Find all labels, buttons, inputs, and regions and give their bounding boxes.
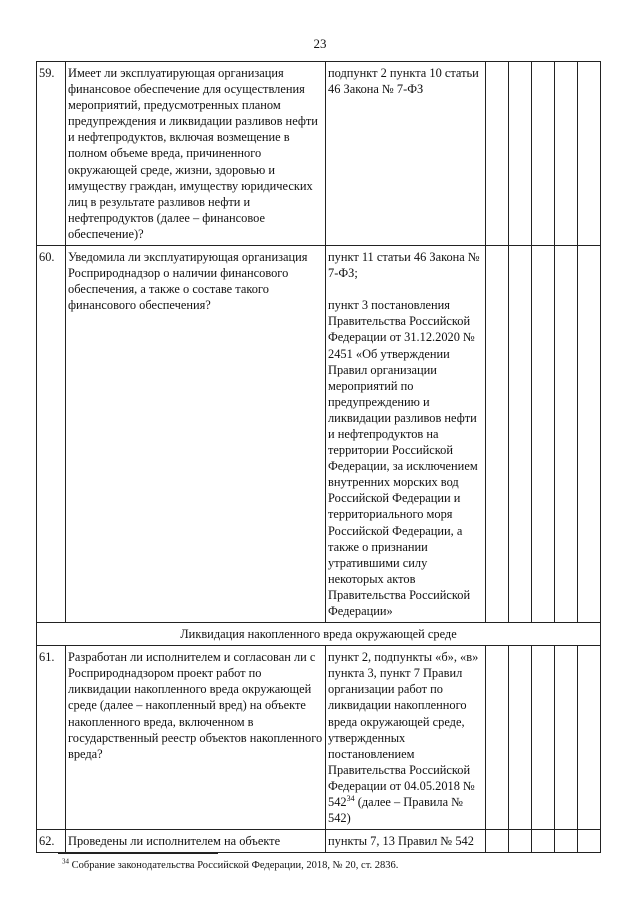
footnote-divider — [58, 853, 218, 854]
legal-reference-part: пункт 3 постановления Правительства Российской Федерации от 31.12.2020 № 2451 «Об утверждении Правил организации мероприятий по предупреждению и ликвидации разливов нефти и нефтепродуктов на территории Российской Федерации, за исключением внутренних морских вод Российской Федерации и территориального моря Российской Федерации, а также о признании утратившими силу некоторых актов Правительства Российской Федерации» — [328, 298, 478, 618]
answer-cell — [555, 646, 578, 830]
answer-cell — [532, 246, 555, 623]
checklist-table — [36, 61, 601, 853]
table-row — [37, 646, 601, 830]
footnote-marker: 34 — [62, 857, 69, 866]
legal-reference-part: пункт 2, подпункты «б», «в» пункта 3, пункт 7 Правил организации работ по ликвидации накопленного вреда окружающей среде, утвержденных постановлением Правительства Российской Федерации от 04.05.2018 № 542 — [328, 650, 479, 810]
answer-cell — [509, 62, 532, 246]
answer-cell — [509, 830, 532, 853]
answer-cell — [486, 62, 509, 246]
question-text: Уведомила ли эксплуатирующая организация Росприроднадзор о наличии финансового обеспечения, а также о составе такого финансового обеспечения? — [66, 246, 326, 623]
footnote — [62, 857, 399, 871]
answer-cell — [555, 246, 578, 623]
table-row — [37, 246, 601, 623]
answer-cell — [486, 246, 509, 623]
answer-cell — [486, 830, 509, 853]
page-number: 23 — [313, 36, 327, 51]
answer-cell — [578, 62, 601, 246]
answer-cell — [532, 646, 555, 830]
row-number: 61. — [37, 646, 66, 830]
legal-reference-part: (далее – Правила № 542) — [328, 795, 464, 826]
legal-reference-part: пункт 11 статьи 46 Закона № 7-ФЗ; — [328, 250, 480, 281]
answer-cell — [578, 646, 601, 830]
row-number: 62. — [37, 830, 66, 853]
footnote-marker: 34 — [346, 793, 355, 803]
answer-cell — [578, 246, 601, 623]
section-row — [37, 623, 601, 646]
question-text: Разработан ли исполнителем и согласован ли с Росприроднадзором проект работ по ликвидации накопленного вреда окружающей среде (далее – накопленный вред) на объекте накопленного вреда, включенном в государственный реестр объектов накопленного вреда? — [66, 646, 326, 830]
answer-cell — [578, 830, 601, 853]
table-row — [37, 62, 601, 246]
answer-cell — [555, 62, 578, 246]
question-text: Имеет ли эксплуатирующая организация финансовое обеспечение для осуществления мероприятий, предусмотренных планом предупреждения и ликвидации разливов нефти и нефтепродуктов, включая возмещение в полном объеме вреда, причиненного окружающей среде, жизни, здоровью и имуществу граждан, имуществу юридических лиц в результате разливов нефти и нефтепродуктов (далее – финансовое обеспечение)? — [66, 62, 326, 246]
row-number: 60. — [37, 246, 66, 623]
answer-cell — [509, 646, 532, 830]
question-text: Проведены ли исполнителем на объекте — [66, 830, 326, 853]
legal-reference: подпункт 2 пункта 10 статьи 46 Закона № 7-ФЗ — [326, 62, 486, 246]
row-number: 59. — [37, 62, 66, 246]
answer-cell — [532, 830, 555, 853]
answer-cell — [509, 246, 532, 623]
footnote-text: Собрание законодательства Российской Федерации, 2018, № 20, ст. 2836. — [69, 860, 399, 871]
legal-reference — [326, 646, 486, 830]
answer-cell — [555, 830, 578, 853]
legal-reference — [326, 246, 486, 623]
answer-cell — [532, 62, 555, 246]
legal-reference: пункты 7, 13 Правил № 542 — [326, 830, 486, 853]
answer-cell — [486, 646, 509, 830]
section-title: Ликвидация накопленного вреда окружающей среде — [37, 623, 601, 646]
table-row — [37, 830, 601, 853]
